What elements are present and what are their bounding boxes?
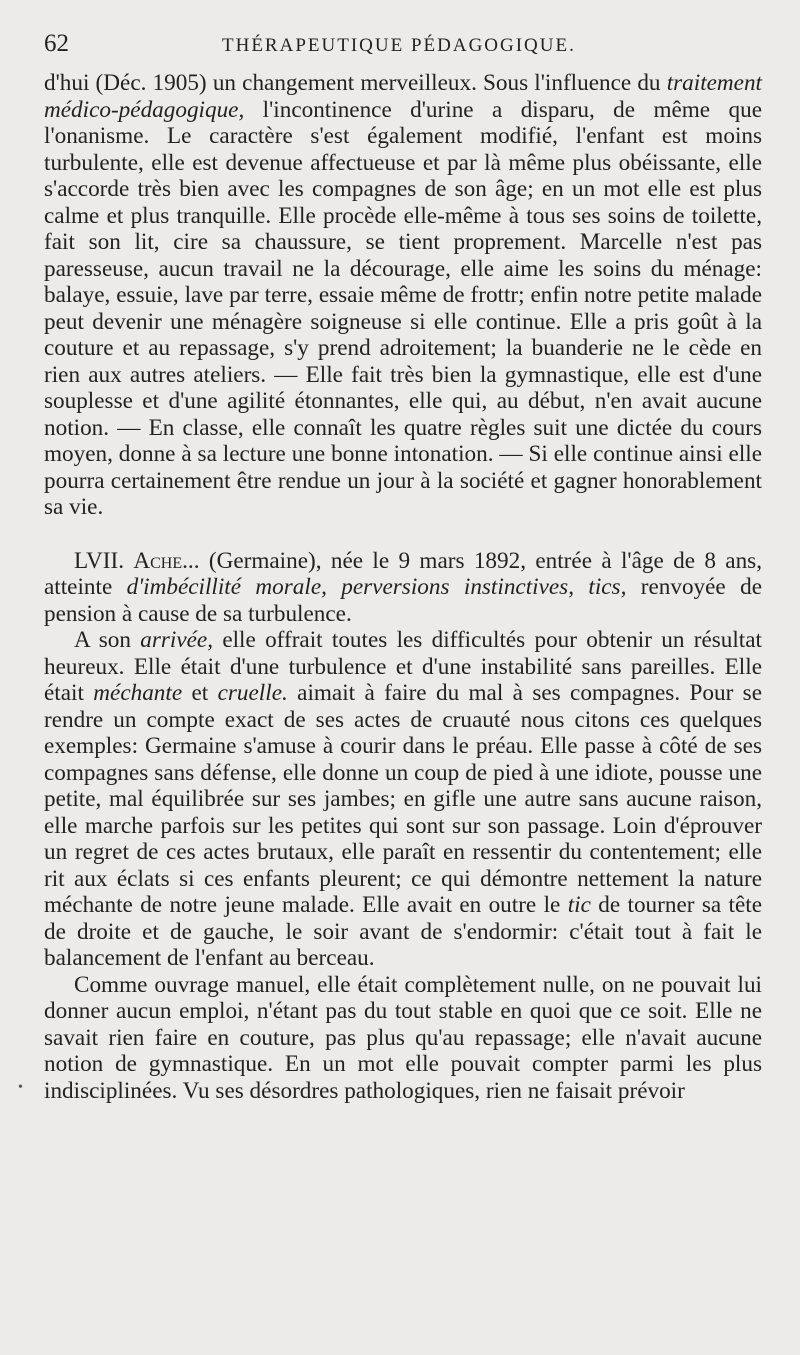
paragraph-marcelle-continued: d'hui (Déc. 1905) un changement merveilleux. Sous l'influence du traitement médico-pédagogique, l'incontinence d'urine a disparu, de même que l'onanisme. Le caractère s'est également modifié, l'enfant est moins turbulente, elle est devenue affectueuse et par là même plus obéissante, elle s'accorde très bien avec les compagnes de son âge; en un mot elle est plus calme et plus tranquille. Elle procède elle-même à tous ses soins de toilette, fait son lit, cire sa chaussure, se tient proprement. Marcelle n'est pas paresseuse, aucun travail ne la décourage, elle aime les soins du ménage: balaye, essuie, lave par terre, essaie même de frottr; enfin notre petite malade peut devenir une ménagère soigneuse si elle continue. Elle a pris goût à la couture et au repassage, s'y prend adroitement; la buanderie ne le cède en rien aux autres ateliers. — Elle fait très bien la gymnastique, elle est d'une souplesse et d'une agilité étonnantes, elle qui, au début, n'en avait aucune notion. — En classe, elle connaît les quatre règles suit une dictée du cours moyen, donne à sa lecture une bonne intonation. — Si elle continue ainsi elle pourra certainement être rendue un jour à la société et gagner honorablement sa vie. [44,70,762,520]
running-header [44,30,762,70]
page-number: 62 [44,30,69,57]
margin-mark: • [18,1080,23,1095]
diagnosis: d'imbécillité morale, perversions instinctives, tics, [126,574,627,600]
body-text [44,70,762,1104]
paragraph-manual-work: Comme ouvrage manuel, elle était complètement nulle, on ne pouvait lui donner aucun emploi, n'étant pas du tout stable en quoi que ce soit. Elle ne savait rien faire en couture, pas plus qu'au repassage; elle n'avait aucune notion de gymnastique. En un mot elle pouvait compter parmi les plus indisciplinées. Vu ses désordres pathologiques, rien ne faisait prévoir [44,971,762,1104]
emphasis: cruelle. [217,680,288,706]
paragraph-case-lvii-heading: LVII. Ache... (Germaine), née le 9 mars 1892, entrée à l'âge de 8 ans, atteinte d'imbécillité morale, perversions instinctives, tics, renvoyée de pension à cause de sa turbulence. [44,547,762,627]
emphasis: traitement médico-pédagogique, [44,70,762,123]
emphasis: arrivée, [140,627,214,653]
emphasis: tic [567,892,591,918]
paragraph-arrival: A son arrivée, elle offrait toutes les difficultés pour obtenir un résultat heureux. Elle était d'une turbulence et d'une instabilité sans pareilles. Elle était méchante et cruelle. aimait à faire du mal à ses compagnes. Pour se rendre un compte exact de ses actes de cruauté nous citons ces quelques exemples: Germaine s'amuse à courir dans le préau. Elle passe à côté de ses compagnes sans défense, elle donne un coup de pied à une idiote, pousse une petite, mal équilibrée sur ses jambes; en gifle une autre sans aucune raison, elle marche parfois sur les petites qui sont sur son passage. Loin d'éprouver un regret de ces actes brutaux, elle paraît en ressentir du contentement; elle rit aux éclats si ces enfants pleurent; ce qui démontre nettement la nature méchante de notre jeune malade. Elle avait en outre le tic de tourner sa tête de droite et de gauche, le soir avant de s'endormir: c'était tout à fait le balancement de l'enfant au berceau. [44,627,762,971]
case-name: Ache... [133,547,200,574]
emphasis: méchante [93,680,183,706]
running-title: THÉRAPEUTIQUE PÉDAGOGIQUE. [222,35,576,56]
